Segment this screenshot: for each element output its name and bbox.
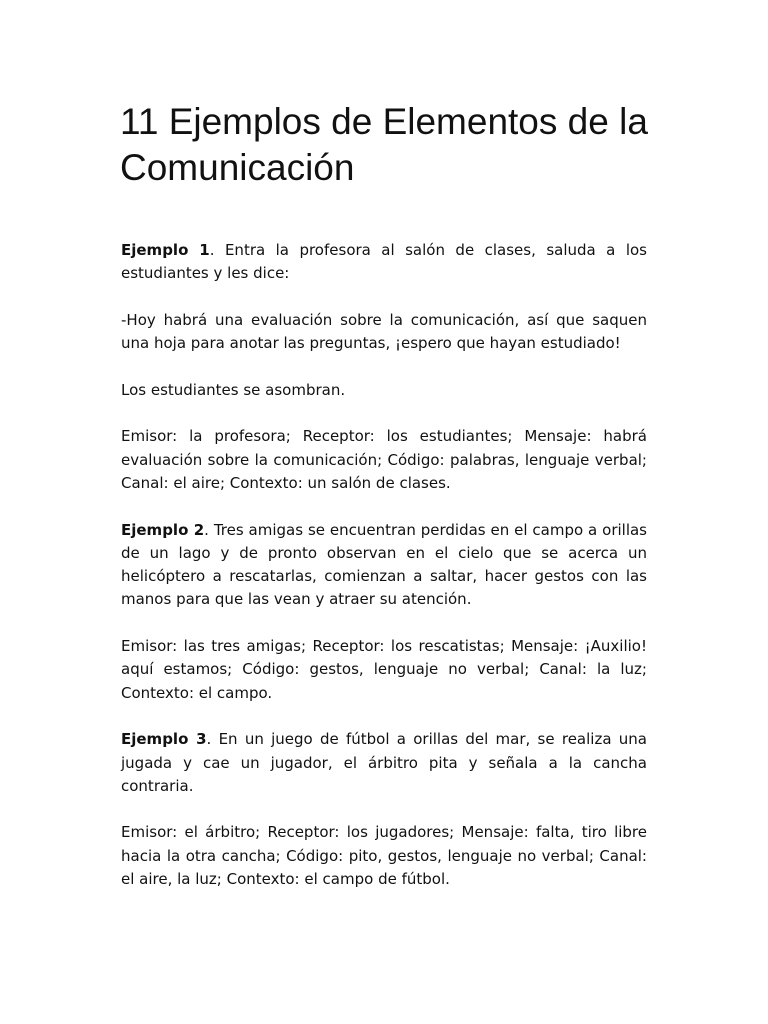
paragraph-example-2-elements <box>121 635 647 705</box>
paragraph-teacher-quote <box>121 309 647 356</box>
paragraph-example-3-elements <box>121 821 647 891</box>
example-3-elements-text: Emisor: el árbitro; Receptor: los jugadores; Mensaje: falta, tiro libre hacia la otra cancha; Código: pito, gestos, lenguaje no verbal; Canal: el aire, la luz; Contexto: el campo de fútbol. <box>121 823 647 889</box>
example-1-elements-text: Emisor: la profesora; Receptor: los estudiantes; Mensaje: habrá evaluación sobre la comunicación; Código: palabras, lenguaje verbal; Canal: el aire; Contexto: un salón de clases. <box>121 427 647 492</box>
example-2-heading: Ejemplo 2 <box>121 520 205 539</box>
paragraph-example-1 <box>121 239 647 286</box>
document-body <box>121 239 647 915</box>
paragraph-example-2 <box>121 519 647 612</box>
paragraph-students-reaction <box>121 379 647 402</box>
students-reaction-text: Los estudiantes se asombran. <box>121 380 346 399</box>
paragraph-example-1-elements <box>121 425 647 495</box>
example-1-text: . Entra la profesora al salón de clases, saluda a los estudiantes y les dice: <box>121 241 647 283</box>
example-2-text: . Tres amigas se encuentran perdidas en el campo a orillas de un lago y de pronto observan en el cielo que se acerca un helicóptero a rescatarlas, comienzan a saltar, hacer gestos con las manos para que las vean y atraer su atención. <box>121 520 647 609</box>
document-title: 11 Ejemplos de Elementos de la Comunicación <box>120 101 648 188</box>
example-2-elements-text: Emisor: las tres amigas; Receptor: los rescatistas; Mensaje: ¡Auxilio! aquí estamos; Código: gestos, lenguaje no verbal; Canal: la luz; Contexto: el campo. <box>121 637 647 702</box>
example-3-heading: Ejemplo 3 <box>121 730 207 749</box>
example-1-heading: Ejemplo 1 <box>121 241 210 259</box>
example-3-text: . En un juego de fútbol a orillas del mar, se realiza una jugada y cae un jugador, el árbitro pita y señala a la cancha contraria. <box>121 730 647 795</box>
teacher-quote-text: -Hoy habrá una evaluación sobre la comunicación, así que saquen una hoja para anotar las preguntas, ¡espero que hayan estudiado! <box>121 310 647 353</box>
paragraph-example-3 <box>121 728 647 798</box>
